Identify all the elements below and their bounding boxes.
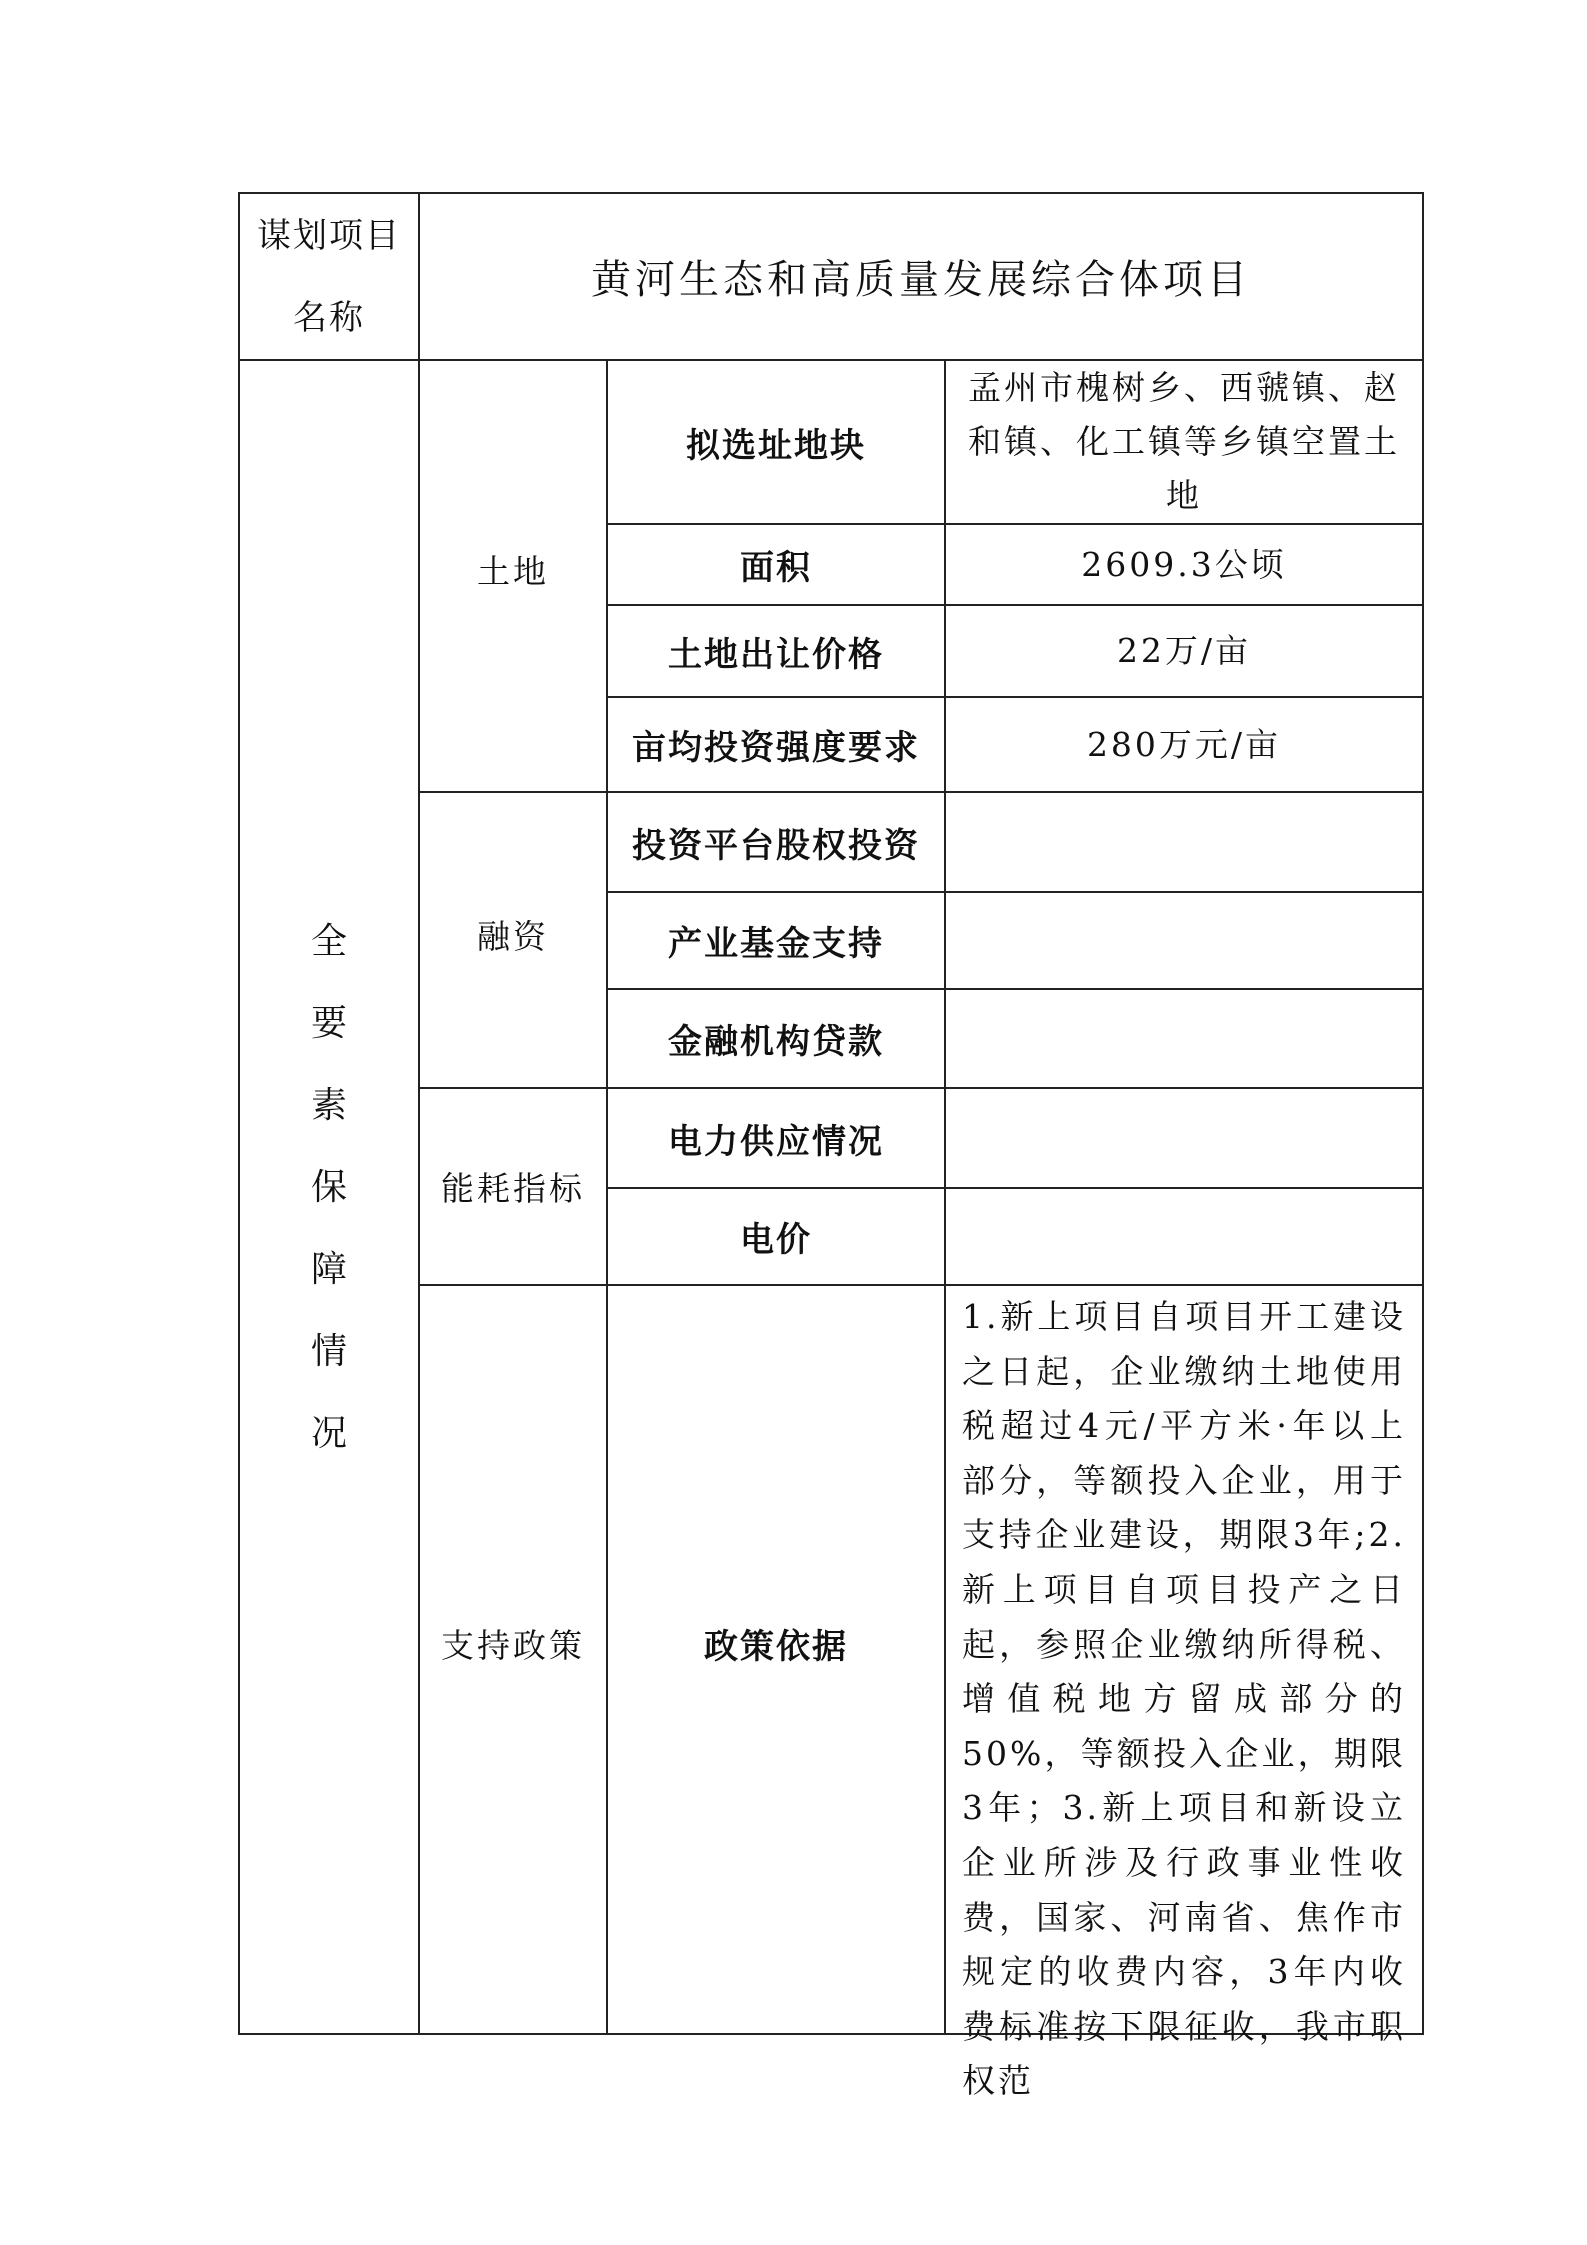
power-label-text: 电力供应情况: [668, 1121, 884, 1162]
section-char: 全: [310, 921, 347, 962]
fund-value: [946, 893, 1422, 988]
basis-label: [608, 1286, 944, 2033]
area-label: [608, 525, 944, 604]
basis-value: [946, 1290, 1422, 2101]
section-label: [240, 361, 418, 2033]
price-label-text: 土地出让价格: [668, 634, 884, 675]
site-value-text: 孟州市槐树乡、西虢镇、赵和镇、化工镇等乡镇空置土地: [968, 368, 1400, 515]
section-char: 素: [310, 1085, 347, 1126]
equity-label-text: 投资平台股权投资: [632, 825, 920, 866]
section-char: 情: [310, 1331, 347, 1372]
section-char: 障: [310, 1249, 347, 1290]
basis-label-text: 政策依据: [704, 1627, 848, 1667]
group-energy-text: 能耗指标: [441, 1169, 585, 1208]
section-char: 保: [310, 1167, 347, 1208]
power-label: [608, 1089, 944, 1187]
intensity-label-text: 亩均投资强度要求: [632, 728, 920, 768]
section-char: 要: [310, 1003, 347, 1044]
elec-label-text: 电价: [740, 1220, 812, 1260]
group-policy-text: 支持政策: [441, 1626, 585, 1665]
elec-label: [608, 1189, 944, 1284]
price-label: [608, 606, 944, 696]
project-name-text: 黄河生态和高质量发展综合体项目: [591, 257, 1251, 303]
project-name-label: [240, 194, 418, 359]
fund-label: [608, 893, 944, 988]
group-land-label: [420, 361, 606, 791]
group-policy-label: [420, 1286, 606, 2033]
power-value: [946, 1089, 1422, 1187]
project-name-value: [420, 194, 1422, 359]
group-land-text: 土地: [477, 551, 549, 591]
intensity-value-text: 280万元/亩: [1086, 724, 1282, 764]
equity-value: [946, 793, 1422, 891]
area-label-text: 面积: [740, 548, 812, 588]
site-value: [946, 361, 1422, 523]
site-label-text: 拟选址地块: [686, 425, 866, 466]
fund-label-text: 产业基金支持: [668, 924, 884, 964]
elec-value: [946, 1189, 1422, 1284]
loan-label: [608, 990, 944, 1087]
project-name-label-text: 谋划项目名称: [257, 215, 401, 338]
loan-label-text: 金融机构贷款: [668, 1022, 884, 1062]
basis-value-text: 1.新上项目自项目开工建设之日起，企业缴纳土地使用税超过4元/平方米·年以上部分，等额投入企业，用于支持企业建设，期限3年;2.新上项目自项目投产之日起，参照企业缴纳所得税、增值税地方留成部分的50%，等额投入企业，期限3年；3.新上项目和新设立企业所涉及行政事业性收费，国家、河南省、焦作市规定的收费内容，3年内收费标准按下限征收，我市职权范: [962, 1297, 1406, 2101]
equity-label: [608, 793, 944, 891]
group-energy-label: [420, 1089, 606, 1284]
area-value: [946, 525, 1422, 604]
section-char: 况: [310, 1413, 347, 1454]
area-value-text: 2609.3公顷: [1081, 544, 1287, 584]
price-value-text: 22万/亩: [1116, 631, 1252, 670]
price-value: [946, 606, 1422, 696]
site-label: [608, 361, 944, 523]
table-border-right: [1422, 192, 1424, 2035]
intensity-value: [946, 698, 1422, 791]
group-finance-label: [420, 793, 606, 1087]
intensity-label: [608, 698, 944, 791]
loan-value: [946, 990, 1422, 1087]
group-finance-text: 融资: [477, 916, 549, 956]
